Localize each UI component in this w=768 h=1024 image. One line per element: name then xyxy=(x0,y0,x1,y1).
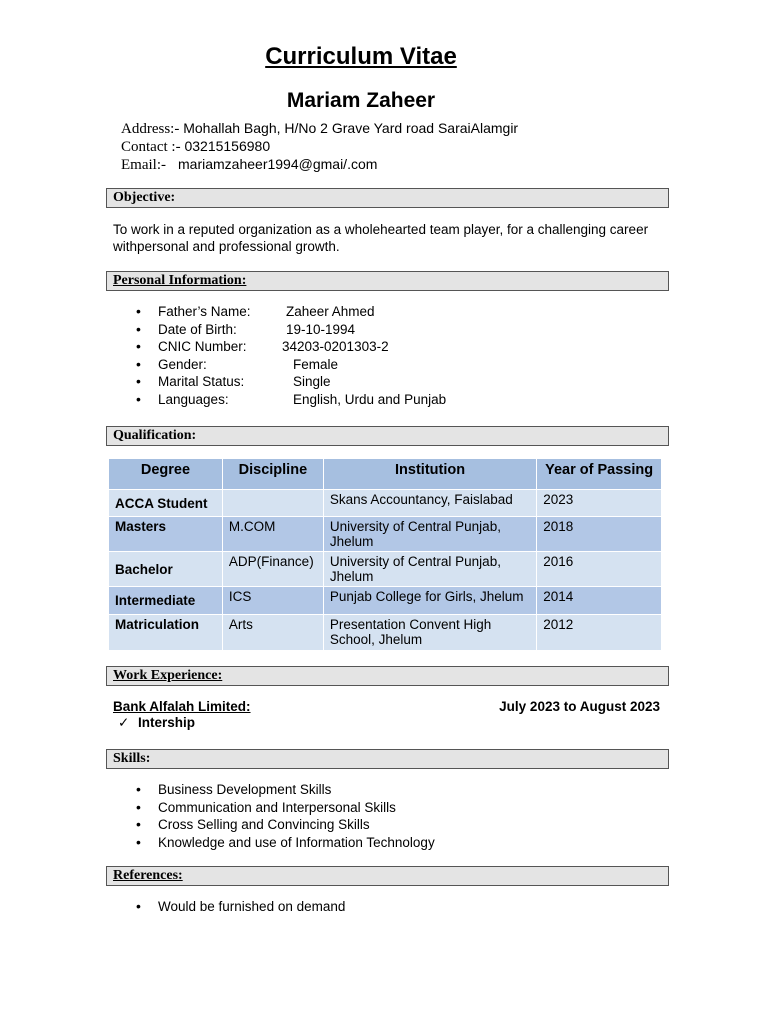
contact-value: 03215156980 xyxy=(180,138,271,154)
address-value: Mohallah Bagh, H/No 2 Grave Yard road SaraiAlamgir xyxy=(179,120,519,136)
contact-label: Contact :- xyxy=(121,139,181,155)
column-header: Degree xyxy=(109,459,223,490)
personal-info-heading xyxy=(106,271,669,291)
column-header: Institution xyxy=(323,459,536,490)
item-label: Gender: xyxy=(158,356,207,372)
list-item xyxy=(136,338,536,356)
personal-info-heading-text: Personal Information: xyxy=(113,273,247,288)
qualification-heading-text: Qualification: xyxy=(113,428,197,443)
item-label: Father’s Name: xyxy=(158,304,251,319)
column-header: Year of Passing xyxy=(537,459,662,490)
objective-text: To work in a reputed organization as a wholehearted team player, for a challenging career withpersonal and professional growth. xyxy=(113,222,649,254)
candidate-name: Mariam Zaheer xyxy=(286,89,436,112)
list-item xyxy=(136,356,536,374)
discipline-cell: ADP(Finance) xyxy=(222,552,323,587)
column-header: Discipline xyxy=(222,459,323,490)
skills-list xyxy=(136,781,556,851)
document-title: Curriculum Vitae xyxy=(265,43,457,70)
employer-name: Bank Alfalah Limited: xyxy=(113,699,251,714)
table-row xyxy=(109,615,662,651)
item-label: Marital Status: xyxy=(158,374,245,390)
list-item: • Knowledge and use of Information Technology xyxy=(136,834,556,852)
objective-heading xyxy=(106,188,669,208)
email-value: mariamzaheer1994@gmai/.com xyxy=(178,156,378,172)
item-label: CNIC Number: xyxy=(158,339,247,355)
year-cell: 2012 xyxy=(537,615,662,651)
role-line xyxy=(118,715,195,731)
list-item xyxy=(136,391,536,409)
list-item: • Communication and Interpersonal Skills xyxy=(136,799,556,817)
qualification-heading xyxy=(106,426,669,446)
institution-cell: University of Central Punjab, Jhelum xyxy=(323,517,536,552)
item-value: Female xyxy=(293,356,339,372)
institution-cell: Presentation Convent High School, Jhelum xyxy=(323,615,536,651)
item-value: Single xyxy=(293,374,331,390)
table-row xyxy=(109,587,662,615)
address-line xyxy=(121,119,518,138)
list-item xyxy=(136,303,536,321)
discipline-cell: ICS xyxy=(222,587,323,615)
degree-cell: Matriculation xyxy=(109,615,223,651)
degree-cell: ACCA Student xyxy=(109,490,223,517)
skills-heading xyxy=(106,749,669,769)
institution-cell: University of Central Punjab, Jhelum xyxy=(323,552,536,587)
item-value: English, Urdu and Punjab xyxy=(293,391,447,407)
item-label: Languages: xyxy=(158,391,229,407)
references-heading-text: References: xyxy=(113,868,183,883)
objective-heading-text: Objective: xyxy=(113,190,176,205)
discipline-cell xyxy=(222,490,323,517)
list-item xyxy=(136,321,536,339)
item-value: 34203-0201303-2 xyxy=(282,339,389,355)
degree-cell: Bachelor xyxy=(109,552,223,587)
email-label: Email:- xyxy=(121,157,166,173)
item-value: 19-10-1994 xyxy=(286,321,356,337)
year-cell: 2016 xyxy=(537,552,662,587)
table-row xyxy=(109,552,662,587)
employment-dates: July 2023 to August 2023 xyxy=(499,699,660,714)
contact-line xyxy=(121,137,270,156)
references-list xyxy=(136,898,556,916)
degree-cell: Masters xyxy=(109,517,223,552)
institution-cell: Skans Accountancy, Faislabad xyxy=(323,490,536,517)
list-item xyxy=(136,373,536,391)
address-label: Address:- xyxy=(121,121,180,137)
role-title: Intership xyxy=(138,715,196,730)
degree-cell: Intermediate xyxy=(109,587,223,615)
skills-heading-text: Skills: xyxy=(113,751,151,766)
year-cell: 2018 xyxy=(537,517,662,552)
checkmark-icon: ✓ xyxy=(118,715,130,730)
item-value: Zaheer Ahmed xyxy=(286,304,375,319)
institution-cell: Punjab College for Girls, Jhelum xyxy=(323,587,536,615)
email-line xyxy=(121,155,377,174)
work-experience-heading-text: Work Experience: xyxy=(113,668,223,683)
table-header-row xyxy=(109,459,662,490)
list-item: • Would be furnished on demand xyxy=(136,898,556,916)
discipline-cell: Arts xyxy=(222,615,323,651)
references-heading xyxy=(106,866,669,886)
qualification-table xyxy=(108,458,662,651)
personal-info-list xyxy=(136,303,536,409)
list-item: • Business Development Skills xyxy=(136,781,556,799)
table-row xyxy=(109,517,662,552)
year-cell: 2014 xyxy=(537,587,662,615)
work-experience-heading xyxy=(106,666,669,686)
discipline-cell: M.COM xyxy=(222,517,323,552)
table-row xyxy=(109,490,662,517)
list-item: • Cross Selling and Convincing Skills xyxy=(136,816,556,834)
item-label: Date of Birth: xyxy=(158,321,237,337)
year-cell: 2023 xyxy=(537,490,662,517)
